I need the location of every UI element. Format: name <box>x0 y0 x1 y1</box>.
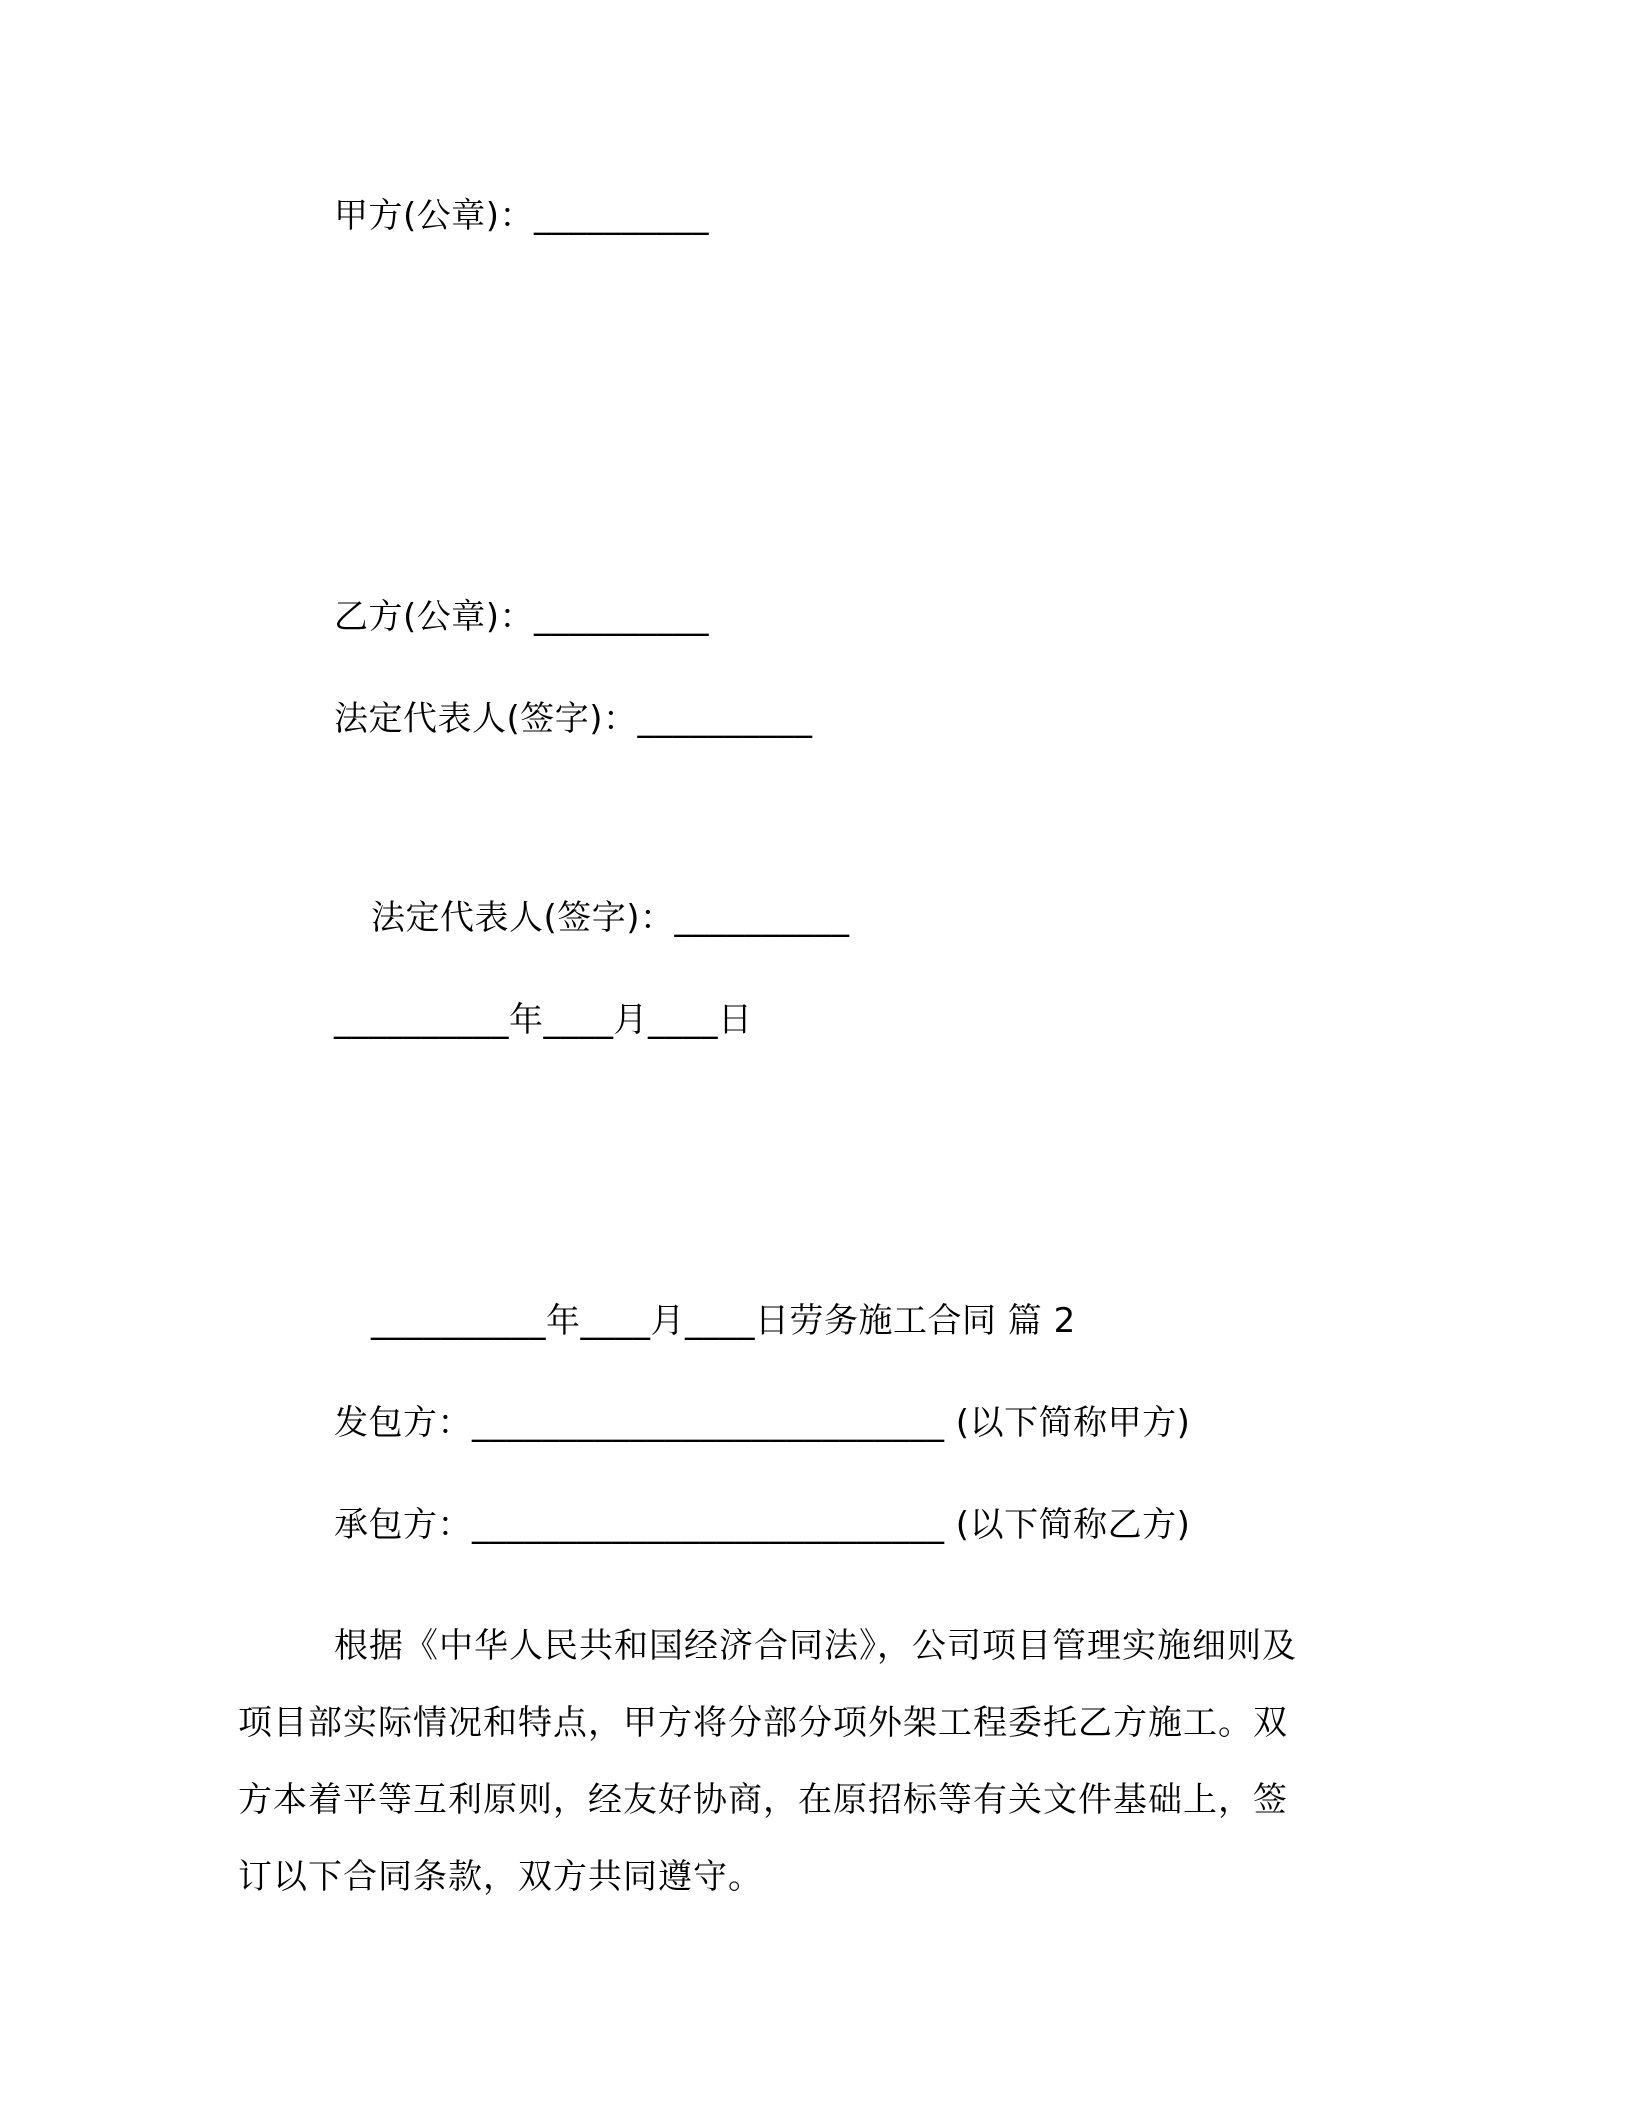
date-line: __________年____月____日 <box>334 1000 753 1040</box>
contract-preamble-paragraph <box>238 1608 1368 1916</box>
paragraph-line-1: 根据《中华人民共和国经济合同法》，公司项目管理实施细则及 <box>334 1626 1297 1666</box>
paragraph-line-4: 订以下合同条款，双方共同遵守。 <box>238 1857 763 1897</box>
legal-representative-line-2: 法定代表人(签字)：__________ <box>371 898 850 938</box>
subcontractor-line: 承包方：___________________________ (以下简称乙方) <box>334 1505 1191 1545</box>
legal-representative-line: 法定代表人(签字)：__________ <box>334 699 813 739</box>
paragraph-line-2: 项目部实际情况和特点，甲方将分部分项外架工程委托乙方施工。双 <box>238 1703 1288 1743</box>
party-a-seal-line: 甲方(公章)：__________ <box>334 196 710 236</box>
party-b-seal-line: 乙方(公章)：__________ <box>334 597 710 637</box>
contractor-line: 发包方：___________________________ (以下简称甲方) <box>334 1403 1191 1443</box>
paragraph-line-3: 方本着平等互利原则，经友好协商，在原招标等有关文件基础上，签 <box>238 1780 1288 1820</box>
contract-title: __________年____月____日劳务施工合同 篇 2 <box>371 1301 1076 1341</box>
